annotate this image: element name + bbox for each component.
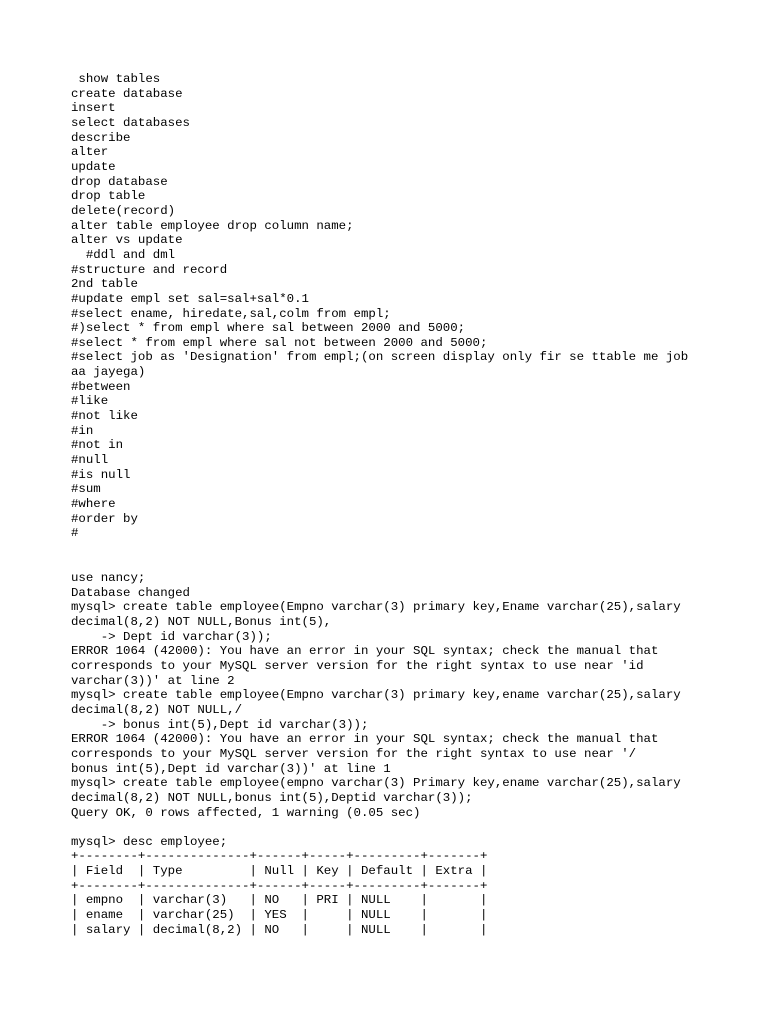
text-line: mysql> create table employee(empno varchar(3) Primary key,ename varchar(25),salary [71,776,681,791]
text-line: use nancy; [71,571,146,585]
text-line: describe [71,130,131,145]
text-line: Query OK, 0 rows affected, 1 warning (0.05 sec) [71,805,421,820]
text-line: #select job as 'Designation' from empl;(on screen display only fir se ttable me job [71,350,689,365]
text-line: | empno | varchar(3) | NO | PRI | NULL | | [71,893,488,908]
text-line: +--------+--------------+------+-----+---------+-------+ [71,878,488,893]
text-line: #not like [71,409,138,424]
text-line: #like [71,394,109,409]
text-line: decimal(8,2) NOT NULL,/ [71,702,243,717]
text-line: #structure and record [71,262,228,277]
text-line: -> Dept id varchar(3)); [71,629,272,644]
text-line: delete(record) [71,203,176,218]
text-line: #update empl set sal=sal+sal*0.1 [71,291,309,306]
text-line: #)select * from empl where sal between 2000 and 5000; [71,321,466,336]
text-line: Database changed [71,585,190,600]
text-line: bonus int(5),Dept id varchar(3))' at line 1 [71,761,391,776]
text-line: ERROR 1064 (42000): You have an error in your SQL syntax; check the manual that [71,644,659,659]
mysql-session-log [71,571,681,937]
text-line: ERROR 1064 (42000): You have an error in your SQL syntax; check the manual that [71,732,659,747]
text-line: #in [71,423,94,438]
text-line: drop database [71,174,168,189]
text-line: mysql> desc employee; [71,834,228,849]
text-line: aa jayega) [71,365,146,380]
text-line: corresponds to your MySQL server version for the right syntax to use near '/ [71,746,637,761]
text-line: #where [71,497,116,512]
text-line [71,820,681,835]
text-line: #ddl and dml [71,247,176,262]
text-line: #null [71,453,109,468]
text-line: #select * from empl where sal not between 2000 and 5000; [71,335,488,350]
text-line: show tables [71,72,161,86]
text-line: #between [71,379,131,394]
text-line: | salary | decimal(8,2) | NO | | NULL | | [71,922,488,937]
text-line: select databases [71,115,190,130]
text-line: -> bonus int(5),Dept id varchar(3)); [71,717,369,732]
text-line: mysql> create table employee(Empno varchar(3) primary key,Ename varchar(25),salary [71,600,681,615]
text-line: update [71,159,116,174]
text-line: decimal(8,2) NOT NULL,bonus int(5),Deptid varchar(3)); [71,790,473,805]
text-line: +--------+--------------+------+-----+---------+-------+ [71,849,488,864]
text-line: #select ename, hiredate,sal,colm from empl; [71,306,391,321]
text-line: alter vs update [71,233,183,248]
text-line: alter [71,145,109,160]
text-line: | Field | Type | Null | Key | Default | Extra | [71,864,488,879]
text-line: decimal(8,2) NOT NULL,Bonus int(5), [71,614,332,629]
text-line: corresponds to your MySQL server version for the right syntax to use near 'id [71,658,644,673]
text-line: alter table employee drop column name; [71,218,354,233]
text-line: varchar(3))' at line 2 [71,673,235,688]
text-line: | ename | varchar(25) | YES | | NULL | | [71,908,488,923]
text-line: #sum [71,482,101,497]
text-line: #is null [71,467,131,482]
text-line: #order by [71,511,138,526]
text-line: # [71,526,79,541]
sql-notes-list [71,72,688,541]
text-line: mysql> create table employee(Empno varchar(3) primary key,ename varchar(25),salary [71,688,681,703]
text-line: #not in [71,438,124,453]
text-line: create database [71,86,183,101]
text-line: 2nd table [71,277,138,292]
text-line: insert [71,101,116,116]
text-line: drop table [71,189,146,204]
